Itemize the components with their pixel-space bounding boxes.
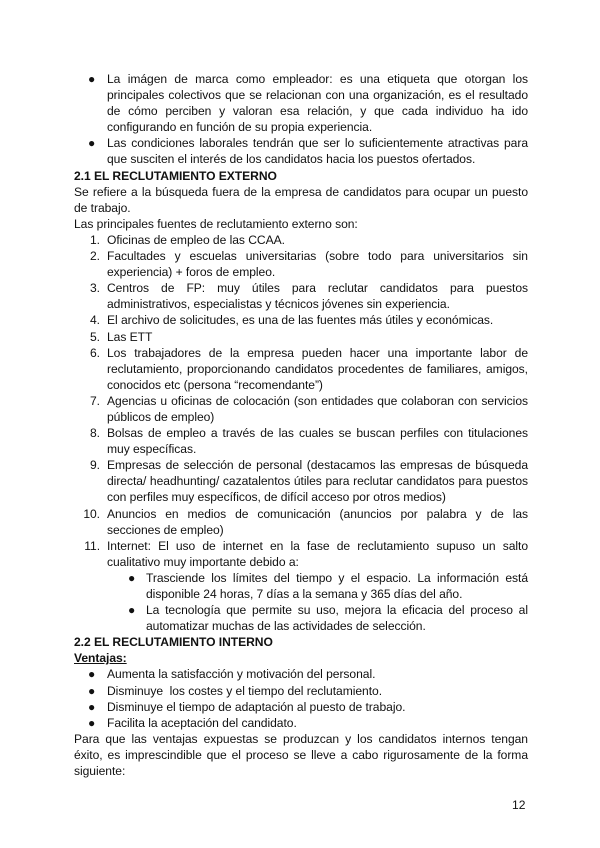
bullet-item: ● Facilita la aceptación del candidato. bbox=[88, 715, 297, 730]
bullet-icon: ● bbox=[88, 683, 96, 698]
bullet-icon: ● bbox=[88, 136, 96, 151]
numbered-item: 10. Anuncios en medios de comunicación (anuncios por palabra y de las secciones de empleo) bbox=[83, 506, 528, 537]
numbered-item: 9. Empresas de selección de personal (destacamos las empresas de búsqueda directa/ headhunting/ cazatalentos útiles para reclutar candidatos para puestos con perfiles muy específicos, de difícil acceso por otros medios) bbox=[90, 458, 528, 505]
bullet-item: ● Aumenta la satisfacción y motivación del personal. bbox=[88, 667, 376, 682]
sub-bullet-item: ● La tecnología que permite su uso, mejora la eficacia del proceso al automatizar muchas de las actividades de selección. bbox=[128, 603, 528, 634]
paragraph: Se refiere a la búsqueda fuera de la empresa de candidatos para ocupar un puesto de trabajo. bbox=[74, 184, 528, 215]
bullet-icon: ● bbox=[88, 72, 96, 86]
paragraph: Para que las ventajas expuestas se produzcan y los candidatos internos tengan éxito, es imprescindible que el proceso se lleve a cabo rigurosamente de la forma siguiente: bbox=[74, 731, 528, 779]
numbered-item: 1. Oficinas de empleo de las CCAA. bbox=[90, 232, 285, 247]
bullet-icon: ● bbox=[128, 570, 136, 585]
numbered-item: 8. Bolsas de empleo a través de las cuales se buscan perfiles con titulaciones muy específicas. bbox=[90, 426, 528, 457]
bullet-icon: ● bbox=[128, 603, 136, 618]
page-number: 12 bbox=[512, 798, 526, 812]
numbered-item: 3. Centros de FP: muy útiles para reclutar candidatos para puestos administrativos, especialistas y técnicos jóvenes sin experiencia. bbox=[90, 281, 528, 312]
page-content bbox=[74, 71, 528, 779]
numbered-item: 5. Las ETT bbox=[90, 329, 153, 344]
section-heading-internal: 2.2 EL RECLUTAMIENTO INTERNO bbox=[74, 635, 273, 650]
bullet-item: ● Las condiciones laborales tendrán que ser lo suficientemente atractivas para que susciten el interés de los candidatos hacia los puestos ofertados. bbox=[88, 136, 528, 167]
bullet-icon: ● bbox=[88, 667, 96, 682]
numbered-item: 2. Facultades y escuelas universitarias (sobre todo para universitarios sin experiencia) + foros de empleo. bbox=[90, 249, 528, 280]
numbered-item: 4. El archivo de solicitudes, es una de las fuentes más útiles y económicas. bbox=[90, 313, 494, 328]
bullet-icon: ● bbox=[88, 699, 96, 714]
numbered-item: 7. Agencias u oficinas de colocación (son entidades que colaboran con servicios públicos de empleo) bbox=[90, 393, 528, 424]
bullet-item: ● Disminuye el tiempo de adaptación al puesto de trabajo. bbox=[88, 699, 406, 714]
bullet-icon: ● bbox=[88, 715, 96, 730]
paragraph: Las principales fuentes de reclutamiento externo son: bbox=[74, 216, 358, 231]
numbered-item: 11. Internet: El uso de internet en la fase de reclutamiento supuso un salto cualitativo muy importante debido a: bbox=[84, 538, 528, 569]
section-heading-external: 2.1 EL RECLUTAMIENTO EXTERNO bbox=[74, 168, 277, 183]
ventajas-label: Ventajas: bbox=[74, 651, 127, 666]
bullet-item: ● Disminuye los costes y el tiempo del reclutamiento. bbox=[88, 683, 383, 698]
sub-bullet-item: ● Trasciende los límites del tiempo y el espacio. La información está disponible 24 horas, 7 días a la semana y 365 días del año. bbox=[128, 570, 528, 601]
bullet-item: ● La imágen de marca como empleador: es una etiqueta que otorgan los principales colectivos que se relacionan con una organización, es el resultado de cómo perciben y valoran esa relación, y que cada individuo ha ido configurando en función de su propia experiencia. bbox=[88, 72, 528, 135]
numbered-item: 6. Los trabajadores de la empresa pueden hacer una importante labor de reclutamiento, proporcionando candidatos procedentes de familiares, amigos, conocidos etc (persona “recomendante”) bbox=[90, 345, 528, 392]
